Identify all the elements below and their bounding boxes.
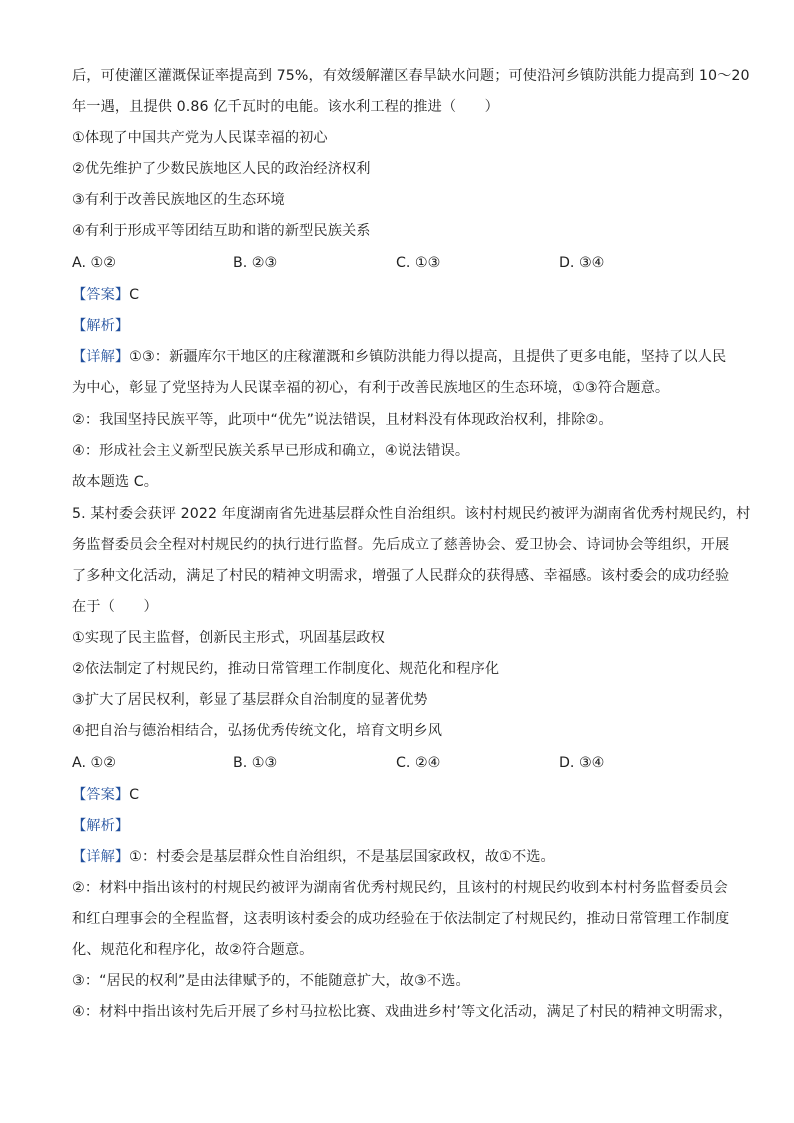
q4-option-b: B. ②③ bbox=[233, 255, 278, 271]
q4-analysis-tag bbox=[72, 316, 129, 336]
q4-answer bbox=[72, 285, 139, 305]
q5-stem-line-4: 在于（ ） bbox=[72, 599, 158, 615]
q4-item-2: ②优先维护了少数民族地区人民的政治经济权利 bbox=[72, 161, 371, 177]
q5-option-a: A. ①② bbox=[72, 755, 116, 771]
q4-option-a: A. ①② bbox=[72, 255, 116, 271]
q5-item-2: ②依法制定了村规民约，推动日常管理工作制度化、规范化和程序化 bbox=[72, 661, 500, 677]
q4-option-c: C. ①③ bbox=[396, 255, 441, 271]
detail-text: ①：村委会是基层群众性自治组织，不是基层国家政权，故①不选。 bbox=[129, 849, 555, 865]
q5-option-d: D. ③④ bbox=[559, 755, 605, 771]
q4-item-3: ③有利于改善民族地区的生态环境 bbox=[72, 192, 285, 208]
q5-detail-line-3: 和红白理事会的全程监督，这表明该村委会的成功经验在于依法制定了村规民约，推动日常管理工作制度 bbox=[72, 911, 730, 927]
q5-detail-line-2: ②：材料中指出该村的村规民约被评为湖南省优秀村规民约，且该村的村规民约收到本村村务监督委员会 bbox=[72, 880, 728, 896]
q4-item-4: ④有利于形成平等团结互助和谐的新型民族关系 bbox=[72, 223, 371, 239]
q4-item-1: ①体现了中国共产党为人民谋幸福的初心 bbox=[72, 130, 328, 146]
detail-tag: 【详解】 bbox=[72, 849, 130, 865]
q5-stem-line-1: 5. 某村委会获评 2022 年度湖南省先进基层群众性自治组织。该村村规民约被评为湖南省优秀村规民约，村 bbox=[72, 506, 751, 522]
q4-detail-line-3: ②：我国坚持民族平等，此项中“优先”说法错误，且材料没有体现政治权利，排除②。 bbox=[72, 412, 613, 428]
q4-stem-line-1: 后，可使灌区灌溉保证率提高到 75%，有效缓解灌区春旱缺水问题；可使沿河乡镇防洪能力提高到 10～20 bbox=[72, 68, 750, 84]
q4-detail-line-4: ④：形成社会主义新型民族关系早已形成和确立，④说法错误。 bbox=[72, 443, 470, 459]
q4-option-d: D. ③④ bbox=[559, 255, 605, 271]
answer-value: C bbox=[129, 787, 140, 803]
q5-detail-line-5: ③：“居民的权利”是由法律赋予的，不能随意扩大，故③不选。 bbox=[72, 973, 470, 989]
q5-option-c: C. ②④ bbox=[396, 755, 441, 771]
q4-detail-line-2: 为中心，彰显了党坚持为人民谋幸福的初心，有利于改善民族地区的生态环境，①③符合题意。 bbox=[72, 380, 670, 396]
analysis-tag: 【解析】 bbox=[72, 818, 130, 834]
q5-detail-line-6: ④：材料中指出该村先后开展了乡村马拉松比赛、戏曲进乡村’等文化活动，满足了村民的精神文明需求， bbox=[72, 1004, 733, 1020]
q4-conclusion: 故本题选 C。 bbox=[72, 474, 159, 490]
q5-detail-line-4: 化、规范化和程序化，故②符合题意。 bbox=[72, 942, 314, 958]
q4-detail-line-1 bbox=[72, 347, 726, 367]
q5-stem-line-3: 了多种文化活动，满足了村民的精神文明需求，增强了人民群众的获得感、幸福感。该村委会的成功经验 bbox=[72, 568, 730, 584]
detail-tag: 【详解】 bbox=[72, 349, 130, 365]
q5-answer bbox=[72, 785, 139, 805]
analysis-tag: 【解析】 bbox=[72, 318, 130, 334]
q5-item-3: ③扩大了居民权利，彰显了基层群众自治制度的显著优势 bbox=[72, 692, 428, 708]
answer-tag: 【答案】 bbox=[72, 287, 130, 303]
answer-value: C bbox=[129, 287, 140, 303]
q5-stem-line-2: 务监督委员会全程对村规民约的执行进行监督。先后成立了慈善协会、爱卫协会、诗词协会等组织，开展 bbox=[72, 537, 730, 553]
answer-tag: 【答案】 bbox=[72, 787, 130, 803]
q4-stem-line-2: 年一遇，且提供 0.86 亿千瓦时的电能。该水利工程的推进（ ） bbox=[72, 99, 499, 115]
q5-item-1: ①实现了民主监督，创新民主形式，巩固基层政权 bbox=[72, 630, 385, 646]
q5-option-b: B. ①③ bbox=[233, 755, 278, 771]
detail-text: ①③：新疆库尔干地区的庄稼灌溉和乡镇防洪能力得以提高，且提供了更多电能，坚持了以人民 bbox=[129, 349, 727, 365]
q5-detail-line-1 bbox=[72, 847, 555, 867]
q5-item-4: ④把自治与德治相结合，弘扬优秀传统文化，培育文明乡风 bbox=[72, 723, 443, 739]
q5-analysis-tag bbox=[72, 816, 129, 836]
